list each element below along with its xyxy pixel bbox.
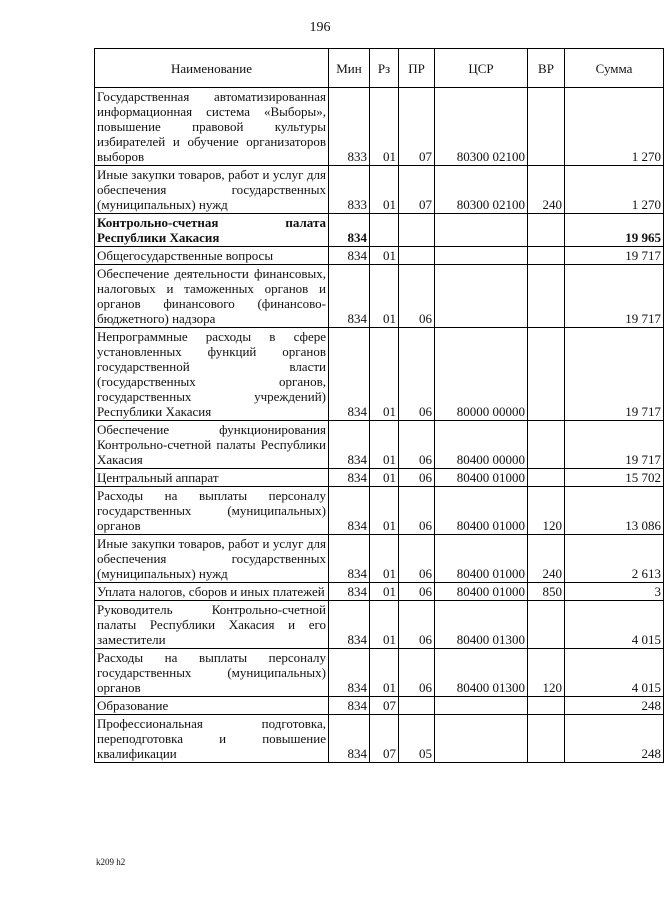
cell-vr (528, 601, 565, 649)
header-rz: Рз (370, 49, 399, 88)
cell-csr: 80000 00000 (435, 328, 528, 421)
table-row (95, 166, 664, 214)
header-name: Наименование (95, 49, 329, 88)
cell-pr: 06 (399, 328, 435, 421)
cell-vr: 240 (528, 166, 565, 214)
cell-vr (528, 247, 565, 265)
cell-rz: 01 (370, 535, 399, 583)
cell-vr (528, 265, 565, 328)
cell-rz: 07 (370, 697, 399, 715)
cell-sum: 3 (565, 583, 664, 601)
cell-csr (435, 247, 528, 265)
cell-csr (435, 697, 528, 715)
cell-vr: 120 (528, 649, 565, 697)
table-row (95, 265, 664, 328)
table-row (95, 715, 664, 763)
cell-pr (399, 697, 435, 715)
cell-name: Расходы на выплаты персоналу государственных (муниципальных) органов (95, 649, 329, 697)
cell-pr: 06 (399, 649, 435, 697)
table-row (95, 88, 664, 166)
cell-sum: 15 702 (565, 469, 664, 487)
cell-rz: 01 (370, 265, 399, 328)
budget-table (94, 48, 664, 763)
table-row (95, 535, 664, 583)
cell-name: Образование (95, 697, 329, 715)
cell-pr (399, 214, 435, 247)
cell-rz: 01 (370, 583, 399, 601)
cell-pr: 06 (399, 421, 435, 469)
table-row (95, 328, 664, 421)
cell-csr: 80400 01000 (435, 535, 528, 583)
cell-vr (528, 715, 565, 763)
cell-pr: 05 (399, 715, 435, 763)
cell-min: 834 (329, 214, 370, 247)
cell-csr: 80300 02100 (435, 88, 528, 166)
cell-vr (528, 697, 565, 715)
cell-sum: 19 717 (565, 421, 664, 469)
cell-sum: 248 (565, 715, 664, 763)
cell-name: Государственная автоматизированная информационная система «Выборы», повышение правовой культуры избирателей и обучение организаторов выборов (95, 88, 329, 166)
cell-min: 834 (329, 265, 370, 328)
cell-pr: 07 (399, 88, 435, 166)
table-row (95, 247, 664, 265)
cell-name: Контрольно-счетная палата Республики Хакасия (95, 214, 329, 247)
cell-csr (435, 214, 528, 247)
cell-rz: 01 (370, 166, 399, 214)
cell-rz: 07 (370, 715, 399, 763)
cell-name: Иные закупки товаров, работ и услуг для обеспечения государственных (муниципальных) нужд (95, 535, 329, 583)
table-row (95, 469, 664, 487)
cell-vr (528, 421, 565, 469)
cell-vr: 850 (528, 583, 565, 601)
cell-min: 834 (329, 469, 370, 487)
cell-pr: 06 (399, 469, 435, 487)
cell-name: Расходы на выплаты персоналу государственных (муниципальных) органов (95, 487, 329, 535)
cell-min: 834 (329, 535, 370, 583)
table-row (95, 421, 664, 469)
cell-sum: 19 965 (565, 214, 664, 247)
cell-sum: 2 613 (565, 535, 664, 583)
cell-rz: 01 (370, 328, 399, 421)
cell-rz: 01 (370, 247, 399, 265)
cell-csr: 80400 01000 (435, 583, 528, 601)
cell-rz: 01 (370, 88, 399, 166)
cell-csr: 80300 02100 (435, 166, 528, 214)
cell-csr: 80400 01000 (435, 487, 528, 535)
cell-sum: 19 717 (565, 328, 664, 421)
cell-vr (528, 214, 565, 247)
cell-min: 834 (329, 715, 370, 763)
table-body (95, 88, 664, 763)
footer-code: k209 h2 (96, 857, 126, 867)
cell-sum: 1 270 (565, 166, 664, 214)
cell-pr: 06 (399, 535, 435, 583)
cell-sum: 1 270 (565, 88, 664, 166)
cell-name: Непрограммные расходы в сфере установленных функций органов государственной власти (государственных органов, государственных учреждений) Республики Хакасия (95, 328, 329, 421)
header-pr: ПР (399, 49, 435, 88)
cell-rz: 01 (370, 469, 399, 487)
cell-min: 834 (329, 421, 370, 469)
cell-min: 834 (329, 601, 370, 649)
cell-min: 834 (329, 328, 370, 421)
cell-min: 833 (329, 166, 370, 214)
table-row (95, 697, 664, 715)
cell-pr: 06 (399, 601, 435, 649)
cell-vr (528, 328, 565, 421)
cell-vr (528, 469, 565, 487)
cell-pr: 07 (399, 166, 435, 214)
cell-pr: 06 (399, 265, 435, 328)
header-csr: ЦСР (435, 49, 528, 88)
cell-csr (435, 715, 528, 763)
table-row (95, 649, 664, 697)
cell-sum: 19 717 (565, 247, 664, 265)
cell-min: 834 (329, 247, 370, 265)
table-row (95, 601, 664, 649)
header-min: Мин (329, 49, 370, 88)
cell-sum: 4 015 (565, 649, 664, 697)
cell-csr: 80400 00000 (435, 421, 528, 469)
table-row (95, 583, 664, 601)
cell-min: 834 (329, 649, 370, 697)
cell-name: Обеспечение функционирования Контрольно-счетной палаты Республики Хакасия (95, 421, 329, 469)
cell-pr: 06 (399, 583, 435, 601)
cell-name: Уплата налогов, сборов и иных платежей (95, 583, 329, 601)
cell-name: Общегосударственные вопросы (95, 247, 329, 265)
cell-csr: 80400 01300 (435, 601, 528, 649)
cell-rz: 01 (370, 601, 399, 649)
cell-sum: 4 015 (565, 601, 664, 649)
cell-rz: 01 (370, 421, 399, 469)
cell-min: 834 (329, 583, 370, 601)
cell-rz (370, 214, 399, 247)
cell-min: 834 (329, 697, 370, 715)
cell-sum: 248 (565, 697, 664, 715)
cell-vr: 120 (528, 487, 565, 535)
table-header-row (95, 49, 664, 88)
cell-pr (399, 247, 435, 265)
header-sum: Сумма (565, 49, 664, 88)
cell-name: Центральный аппарат (95, 469, 329, 487)
cell-name: Обеспечение деятельности финансовых, налоговых и таможенных органов и органов финансового (финансово-бюджетного) надзора (95, 265, 329, 328)
cell-csr: 80400 01000 (435, 469, 528, 487)
page-number: 196 (309, 20, 331, 35)
cell-name: Руководитель Контрольно-счетной палаты Республики Хакасия и его заместители (95, 601, 329, 649)
cell-rz: 01 (370, 487, 399, 535)
cell-sum: 19 717 (565, 265, 664, 328)
cell-name: Профессиональная подготовка, переподготовка и повышение квалификации (95, 715, 329, 763)
cell-min: 834 (329, 487, 370, 535)
cell-rz: 01 (370, 649, 399, 697)
cell-name: Иные закупки товаров, работ и услуг для обеспечения государственных (муниципальных) нужд (95, 166, 329, 214)
cell-csr: 80400 01300 (435, 649, 528, 697)
cell-csr (435, 265, 528, 328)
cell-sum: 13 086 (565, 487, 664, 535)
cell-pr: 06 (399, 487, 435, 535)
table-row (95, 214, 664, 247)
cell-vr: 240 (528, 535, 565, 583)
cell-vr (528, 88, 565, 166)
cell-min: 833 (329, 88, 370, 166)
table-row (95, 487, 664, 535)
header-vr: ВР (528, 49, 565, 88)
